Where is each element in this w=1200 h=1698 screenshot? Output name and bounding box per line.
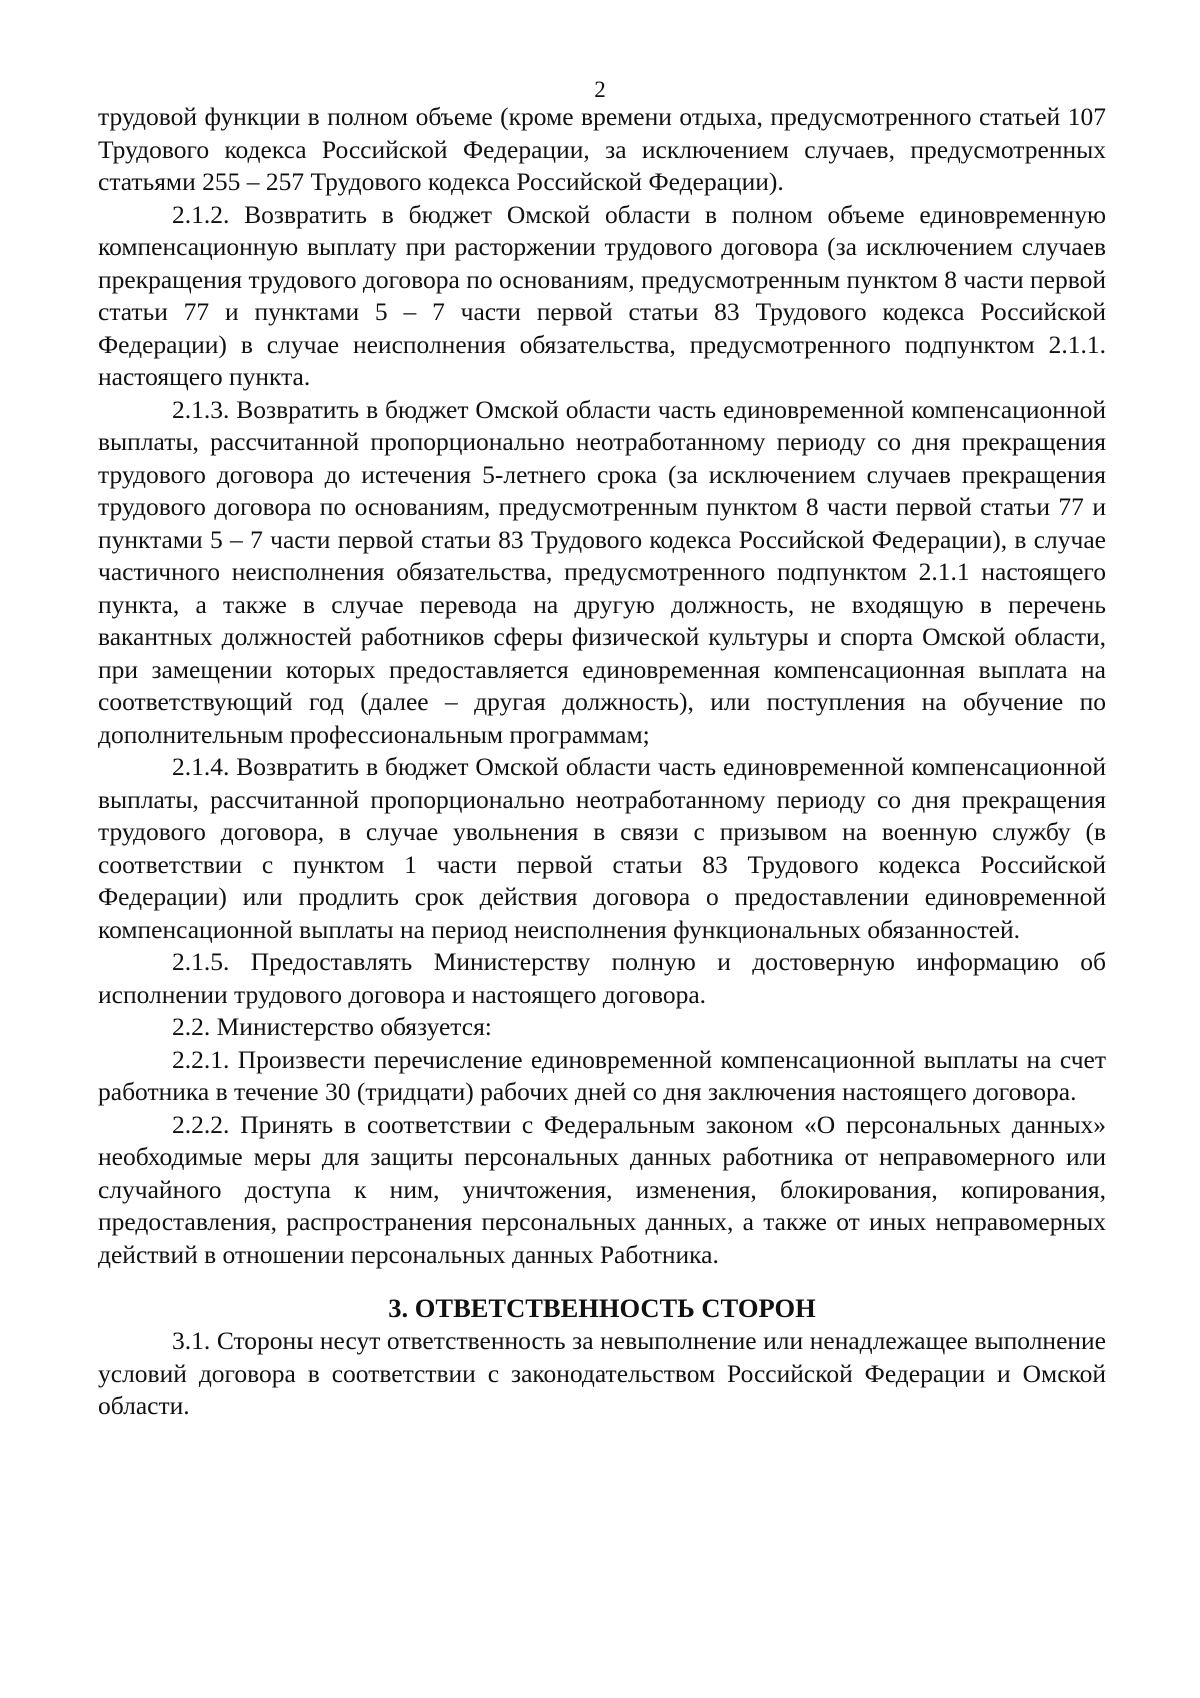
paragraph-2-2-1: 2.2.1. Произвести перечисление единовременной компенсационной выплаты на счет работника в течение 30 (тридцати) рабочих дней со дня заключения настоящего договора.	[98, 1044, 1106, 1106]
page-number: 2	[594, 77, 606, 102]
paragraph-2-1-2: 2.1.2. Возвратить в бюджет Омской области в полном объеме единовременную компенсационную выплату при расторжении трудового договора (за исключением случаев прекращения трудового договора по основаниям, предусмотренным пунктом 8 части первой статьи 77 и пунктами 5 – 7 части первой статьи 83 Трудового кодекса Российской Федерации) в случае неисполнения обязательства, предусмотренного подпунктом 2.1.1. настоящего пункта.	[98, 199, 1106, 391]
paragraph-2-2: 2.2. Министерство обязуется:	[172, 1012, 492, 1041]
paragraph-2-1-3: 2.1.3. Возвратить в бюджет Омской области часть единовременной компенсационной выплаты, рассчитанной пропорционально неотработанному периоду со дня прекращения трудового договора до истечения 5-летнего срока (за исключением случаев прекращения трудового договора по основаниям, предусмотренным пунктом 8 части первой статьи 77 и пунктами 5 – 7 части первой статьи 83 Трудового кодекса Российской Федерации), в случае частичного неисполнения обязательства, предусмотренного подпунктом 2.1.1 настоящего пункта, а также в случае перевода на другую должность, не входящую в перечень вакантных должностей работников сферы физической культуры и спорта Омской области, при замещении которых предоставляется единовременная компенсационная выплата на соответствующий год (далее – другая должность), или поступления на обучение по дополнительным профессиональным программам;	[98, 394, 1106, 749]
paragraph-3-1: 3.1. Стороны несут ответственность за невыполнение или ненадлежащее выполнение условий договора в соответствии с законодательством Российской Федерации и Омской области.	[98, 1326, 1106, 1420]
paragraph-2-1-5: 2.1.5. Предоставлять Министерству полную и достоверную информацию об исполнении трудового договора и настоящего договора.	[98, 947, 1106, 1009]
document-body	[98, 101, 1106, 1423]
paragraph-continuation: трудовой функции в полном объеме (кроме времени отдыха, предусмотренного статьей 107 Трудового кодекса Российской Федерации, за исключением случаев, предусмотренных статьями 255 – 257 Трудового кодекса Российской Федерации).	[98, 102, 1106, 196]
paragraph-2-2-2: 2.2.2. Принять в соответствии с Федеральным законом «О персональных данных» необходимые меры для защиты персональных данных работника от неправомерного или случайного доступа к ним, уничтожения, изменения, блокирования, копирования, предоставления, распространения персональных данных, а также от иных неправомерных действий в отношении персональных данных Работника.	[98, 1109, 1106, 1269]
section-heading: 3. ОТВЕТСТВЕННОСТЬ СТОРОН	[388, 1293, 816, 1323]
paragraph-2-1-4: 2.1.4. Возвратить в бюджет Омской области часть единовременной компенсационной выплаты, рассчитанной пропорционально неотработанному периоду со дня прекращения трудового договора, в случае увольнения в связи с призывом на военную службу (в соответствии с пунктом 1 части первой статьи 83 Трудового кодекса Российской Федерации) или продлить срок действия договора о предоставлении единовременной компенсационной выплаты на период неисполнения функциональных обязанностей.	[98, 752, 1106, 944]
